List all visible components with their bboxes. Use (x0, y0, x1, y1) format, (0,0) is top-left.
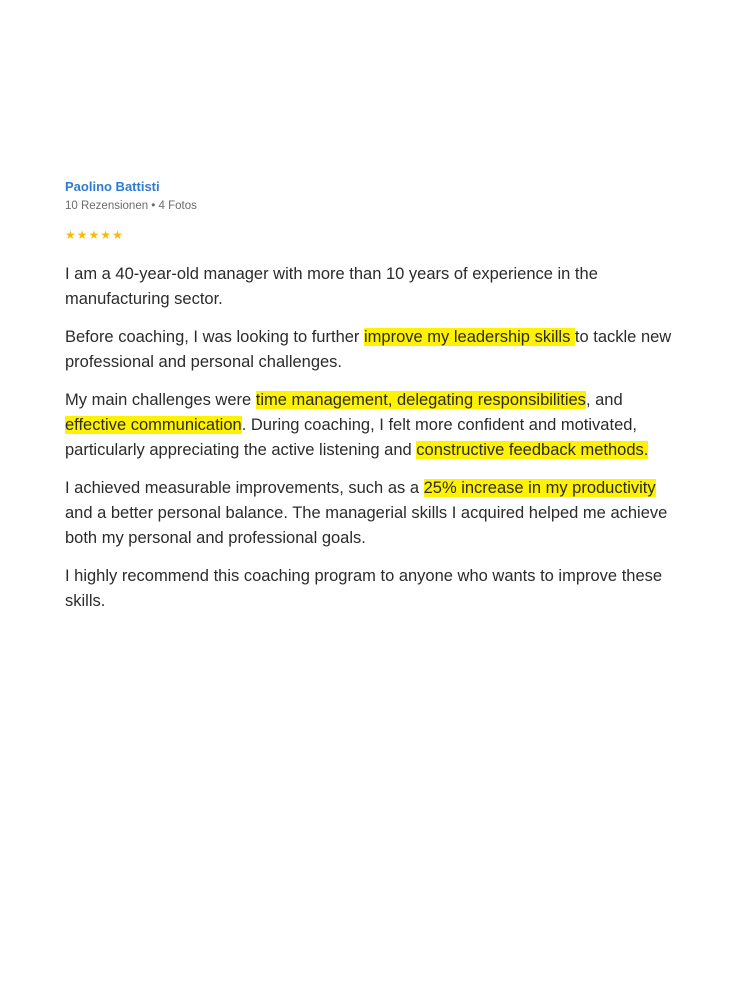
text-segment: My main challenges were (65, 391, 256, 409)
highlighted-phrase: 25% increase in my productivity (423, 479, 656, 497)
text-segment: I am a 40-year-old manager with more than 10 years of experience in the manufacturing sector. (65, 265, 598, 308)
review-paragraph (65, 476, 685, 551)
review-card (65, 178, 685, 627)
review-text (65, 262, 685, 614)
review-paragraph (65, 564, 685, 614)
highlighted-phrase: improve my leadership skills (364, 328, 575, 346)
review-paragraph (65, 262, 685, 312)
star-icon: ★ (112, 228, 123, 242)
reviewer-meta: 10 Rezensionen • 4 Fotos (65, 200, 197, 212)
text-segment: I achieved measurable improvements, such as a (65, 479, 424, 497)
review-paragraph (65, 325, 685, 375)
text-segment: . During coaching, I felt more confident and motivated, particularly appreciating the active listening and (65, 416, 638, 459)
highlighted-phrase: time management, delegating responsibilities (255, 391, 586, 409)
star-icon: ★ (88, 228, 100, 242)
star-icon: ★ (100, 228, 112, 242)
text-segment: I highly recommend this coaching program to anyone who wants to improve these skills. (65, 567, 663, 610)
star-rating (65, 228, 685, 242)
highlighted-phrase: effective communication (65, 416, 242, 434)
reviewer-name[interactable]: Paolino Battisti (65, 179, 160, 194)
text-segment: and a better personal balance. The managerial skills I acquired helped me achieve both my personal and professional goals. (65, 504, 668, 547)
text-segment: Before coaching, I was looking to further (65, 328, 364, 346)
star-icon: ★ (65, 228, 76, 242)
review-paragraph (65, 388, 685, 463)
star-icon: ★ (76, 228, 88, 242)
text-segment: to tackle new professional and personal challenges. (65, 328, 672, 371)
highlighted-phrase: constructive feedback methods. (416, 441, 649, 459)
text-segment: , and (585, 391, 623, 409)
